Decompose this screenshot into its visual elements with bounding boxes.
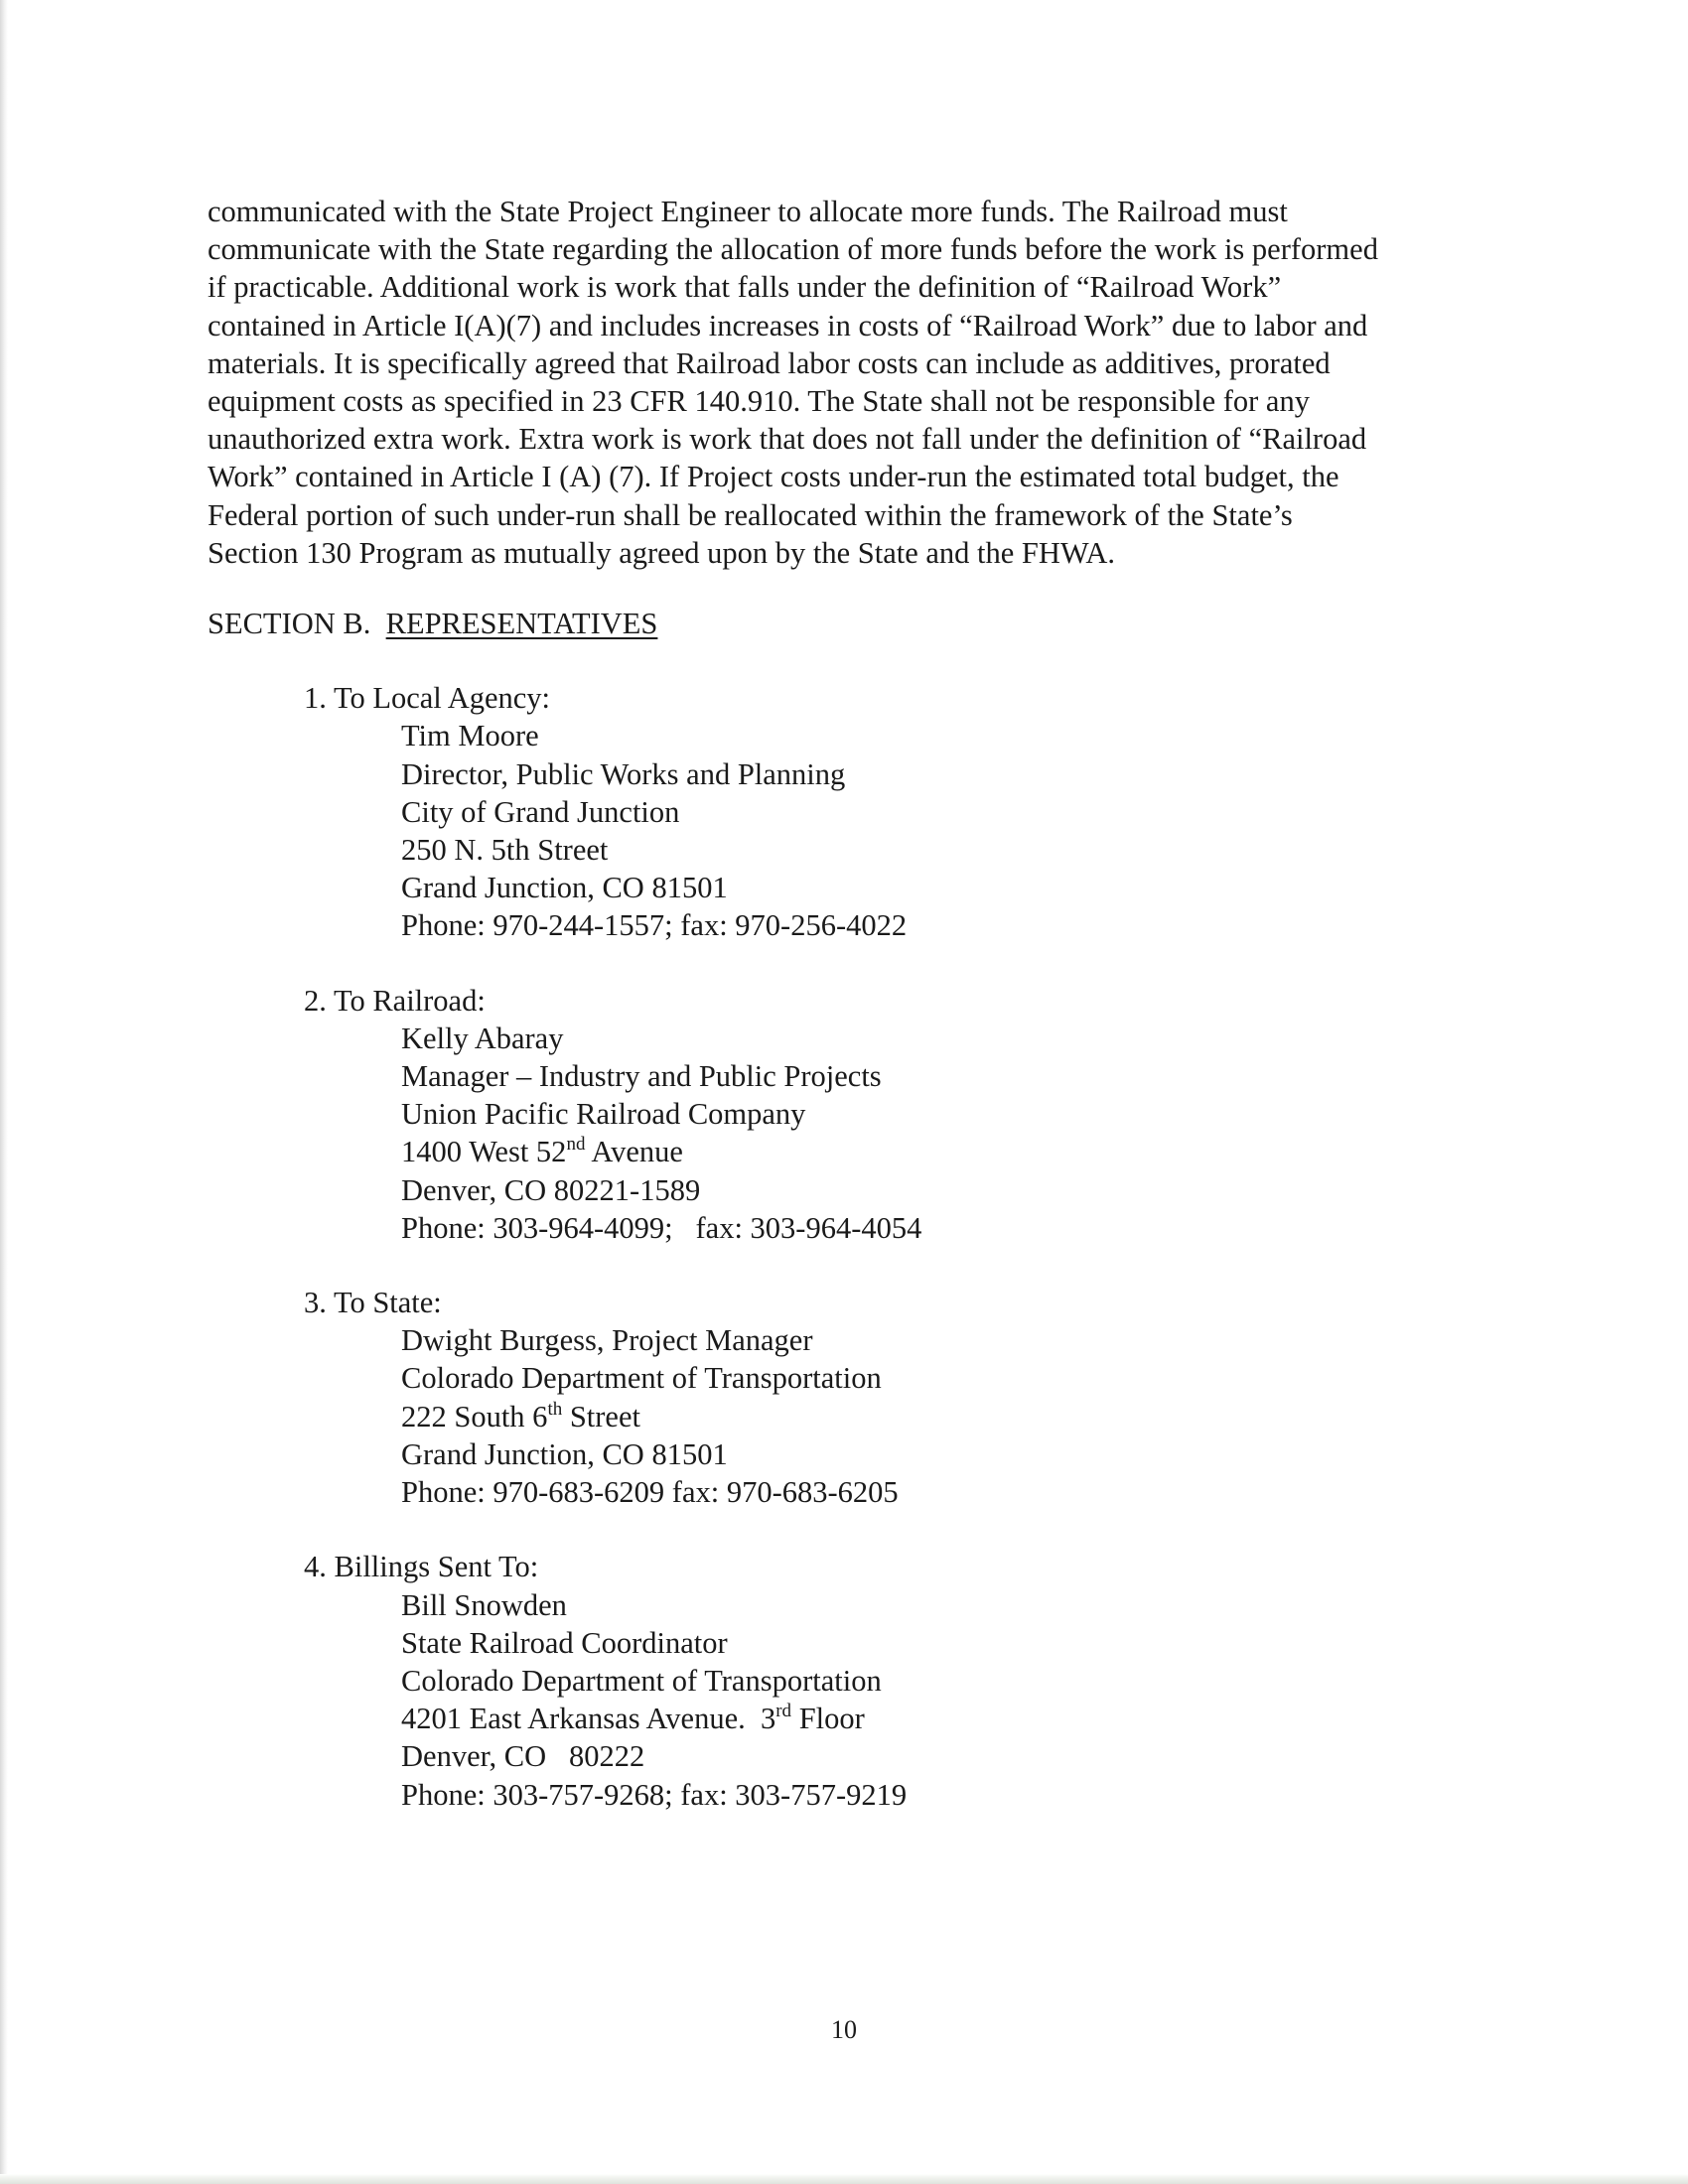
paragraph-line: materials. It is specifically agreed that Railroad labor costs can include as additives, prorated [208,345,1331,380]
rep-organization: City of Grand Junction [401,794,680,829]
rep-street-text: 222 South 6 [401,1399,548,1433]
rep-street [401,1133,1493,1170]
rep-name: Tim Moore [401,719,539,753]
section-title: REPRESENTATIVES [385,607,658,641]
rep-title: State Railroad Coordinator [401,1625,728,1660]
rep-name: Dwight Burgess, Project Manager [401,1323,813,1358]
section-heading [208,605,1493,642]
rep-title: Director, Public Works and Planning [401,756,846,791]
representative-railroad [304,982,1493,1247]
rep-name: Bill Snowden [401,1587,567,1622]
funding-paragraph [208,193,1493,572]
paragraph-line: Section 130 Program as mutually agreed upon by the State and the FHWA. [208,535,1115,570]
scan-edge-bottom [0,2174,1688,2184]
ordinal-suffix: nd [566,1134,586,1156]
rep-title: Manager – Industry and Public Projects [401,1059,882,1094]
rep-name: Kelly Abaray [401,1021,564,1055]
paragraph-line: Federal portion of such under-run shall be reallocated within the framework of the State’s [208,497,1293,532]
rep-city: Grand Junction, CO 81501 [401,1436,728,1471]
rep-organization: Colorado Department of Transportation [401,1663,882,1698]
rep-street-text: 4201 East Arkansas Avenue. 3 [401,1702,776,1736]
rep-street-text: 1400 West 52 [401,1135,567,1169]
section-prefix: SECTION B. [208,607,371,641]
ordinal-suffix: th [547,1398,563,1420]
rep-city: Denver, CO 80222 [401,1739,645,1774]
rep-contact [401,717,1493,944]
rep-heading: 2. To Railroad: [304,983,486,1018]
representative-state [304,1284,1493,1511]
rep-heading: 3. To State: [304,1286,442,1320]
rep-heading: 1. To Local Agency: [304,681,551,716]
rep-phone: Phone: 303-757-9268; fax: 303-757-9219 [401,1777,908,1812]
rep-phone: Phone: 970-683-6209 fax: 970-683-6205 [401,1475,899,1510]
rep-city: Denver, CO 80221-1589 [401,1172,701,1207]
rep-city: Grand Junction, CO 81501 [401,871,728,905]
paragraph-line: contained in Article I(A)(7) and includes increases in costs of “Railroad Work” due to labor and [208,308,1368,342]
rep-street: 250 N. 5th Street [401,833,609,868]
rep-heading: 4. Billings Sent To: [304,1550,539,1584]
rep-contact [401,1321,1493,1511]
paragraph-line: if practicable. Additional work is work that falls under the definition of “Railroad Work” [208,270,1282,305]
representative-local-agency [304,679,1493,944]
paragraph-line: unauthorized extra work. Extra work is work that does not fall under the definition of “Railroad [208,422,1367,457]
ordinal-suffix: rd [775,1701,792,1722]
rep-contact [401,1020,1493,1247]
rep-street [401,1700,1493,1737]
paragraph-line: equipment costs as specified in 23 CFR 140.910. The State shall not be responsible for any [208,384,1310,419]
rep-street-suffix: Floor [791,1702,865,1736]
page-number: 10 [831,2015,857,2044]
rep-contact [401,1586,1493,1814]
rep-organization: Union Pacific Railroad Company [401,1097,806,1132]
rep-organization: Colorado Department of Transportation [401,1361,882,1396]
rep-phone: Phone: 303-964-4099; fax: 303-964-4054 [401,1210,922,1245]
scan-edge-left [0,0,8,2184]
paragraph-line: communicated with the State Project Engineer to allocate more funds. The Railroad must [208,195,1288,228]
representative-billings [304,1548,1493,1813]
rep-phone: Phone: 970-244-1557; fax: 970-256-4022 [401,908,908,943]
rep-street [401,1398,1493,1435]
paragraph-line: Work” contained in Article I (A) (7). If Project costs under-run the estimated total budget, the [208,460,1339,494]
rep-street-suffix: Street [562,1399,640,1433]
rep-street-suffix: Avenue [585,1135,683,1169]
paragraph-line: communicate with the State regarding the allocation of more funds before the work is performed [208,232,1378,267]
document-body [208,193,1493,1814]
